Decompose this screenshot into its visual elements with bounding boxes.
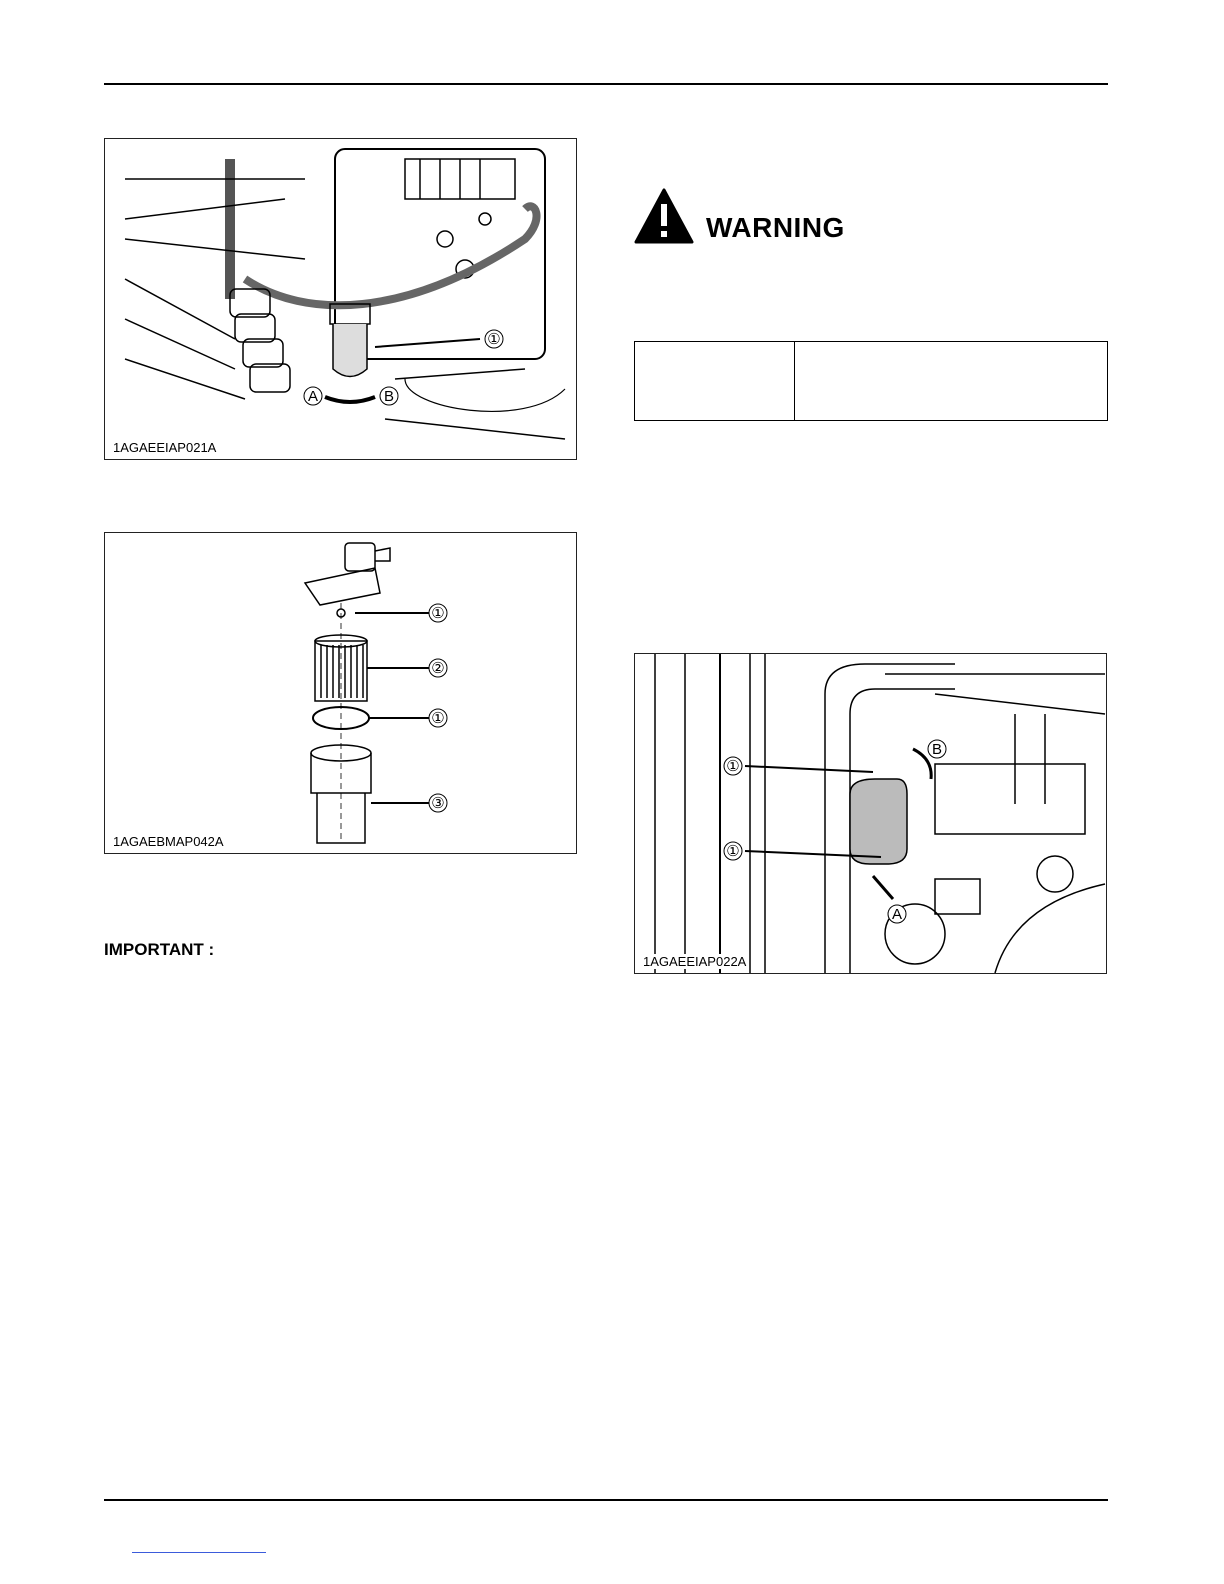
callout-a: A bbox=[307, 388, 319, 405]
callout-1: ① bbox=[487, 331, 501, 348]
callout-1-lower: ① bbox=[726, 843, 740, 860]
callout-1: ① bbox=[431, 605, 445, 622]
warning-table-left bbox=[635, 342, 795, 421]
callout-2: ② bbox=[431, 660, 445, 677]
figure-code: 1AGAEBMAP042A bbox=[113, 834, 224, 849]
callout-1-upper: ① bbox=[726, 758, 740, 775]
callout-a: A bbox=[891, 906, 903, 923]
warning-label: WARNING bbox=[706, 212, 845, 243]
callout-b: B bbox=[383, 388, 395, 405]
callout-3: ③ bbox=[431, 795, 445, 812]
callout-b: B bbox=[931, 741, 943, 758]
figure-code: 1AGAEEIAP021A bbox=[113, 440, 217, 455]
callout-1-oring: ① bbox=[431, 710, 445, 727]
figure-fuel-filter-parts bbox=[104, 532, 577, 854]
fuel-pump-illustration bbox=[635, 654, 1106, 973]
warning-triangle-icon bbox=[634, 188, 694, 244]
header-rule bbox=[104, 83, 1108, 85]
warning-heading bbox=[634, 188, 934, 248]
important-label: IMPORTANT : bbox=[104, 940, 215, 959]
warning-table bbox=[634, 341, 1108, 421]
filter-parts-illustration bbox=[105, 533, 576, 853]
footer-rule bbox=[104, 1499, 1108, 1501]
warning-table-right bbox=[795, 342, 1108, 421]
figure-fuel-pump bbox=[634, 653, 1107, 974]
fuel-filter-illustration bbox=[105, 139, 576, 459]
footer-link-underline[interactable] bbox=[132, 1552, 266, 1553]
figure-fuel-filter-location bbox=[104, 138, 577, 460]
figure-code: 1AGAEEIAP022A bbox=[643, 954, 747, 969]
